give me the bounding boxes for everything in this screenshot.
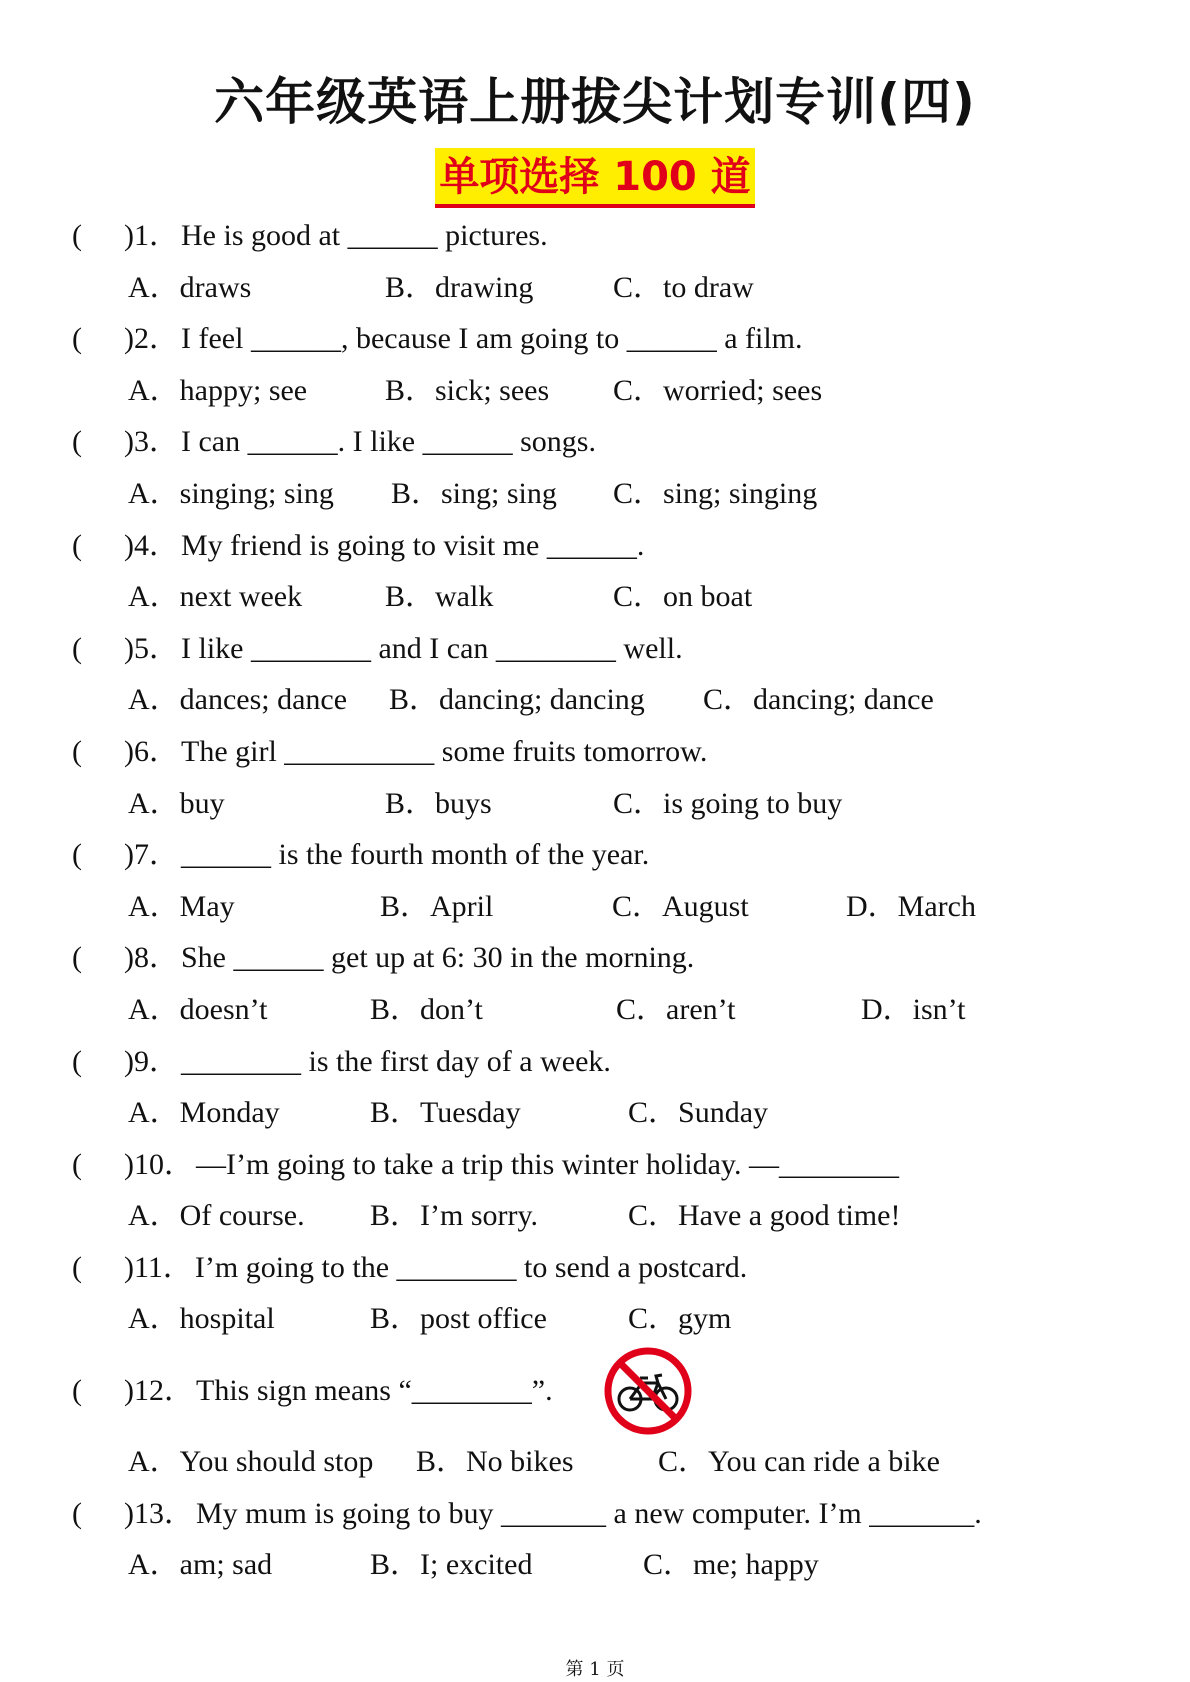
option-a[interactable]: A．draws (128, 270, 252, 304)
options-3 (0, 468, 1190, 520)
option-a[interactable]: A．Monday (128, 1096, 280, 1130)
option-c[interactable]: C．aren’t (616, 992, 736, 1026)
options-11 (0, 1293, 1190, 1345)
question-stem: —I’m going to take a trip this winter holiday. —________ (196, 1147, 899, 1181)
subtitle-wrap (0, 148, 1190, 208)
option-b[interactable]: B．dancing; dancing (389, 683, 645, 717)
question-number: )12． (124, 1374, 194, 1408)
page-number: 第 1 页 (565, 1659, 625, 1680)
answer-blank[interactable]: ( (72, 1044, 82, 1078)
options-10 (0, 1190, 1190, 1242)
question-stem: I’m going to the ________ to send a postcard. (194, 1250, 748, 1284)
question-stem: He is good at ______ pictures. (181, 219, 548, 252)
options-6 (0, 778, 1190, 830)
options-8 (0, 984, 1190, 1036)
question-number: )6． (124, 734, 179, 768)
option-a[interactable]: A．hospital (128, 1302, 275, 1336)
option-c[interactable]: C．dancing; dance (703, 683, 934, 717)
question-stem: ______ is the fourth month of the year. (181, 838, 650, 872)
option-b[interactable]: B．post office (370, 1302, 547, 1336)
question-number: )13． (124, 1496, 194, 1530)
answer-blank[interactable]: ( (72, 838, 82, 872)
question-12 (0, 1345, 1190, 1436)
option-a[interactable]: A．next week (128, 580, 303, 614)
answer-blank[interactable]: ( (72, 941, 82, 975)
option-c[interactable]: C．Sunday (628, 1096, 769, 1130)
question-number: )8． (124, 941, 179, 975)
question-3 (0, 416, 1190, 468)
option-c[interactable]: C．worried; sees (613, 373, 823, 407)
page-subtitle: 单项选择 100 道 (435, 148, 754, 208)
question-8 (0, 932, 1190, 984)
option-a[interactable]: A．singing; sing (128, 476, 334, 510)
option-c[interactable]: C．on boat (613, 580, 753, 614)
question-1 (0, 210, 1190, 262)
question-number: )9． (124, 1044, 179, 1078)
option-b[interactable]: B．don’t (370, 992, 483, 1026)
question-2 (0, 313, 1190, 365)
question-number: )5． (124, 631, 179, 665)
option-d[interactable]: D．isn’t (861, 992, 966, 1026)
option-c[interactable]: C．Have a good time! (628, 1199, 901, 1233)
option-b[interactable]: B．drawing (385, 270, 534, 304)
question-13 (0, 1488, 1190, 1540)
question-stem: My mum is going to buy _______ a new computer. I’m _______. (196, 1496, 982, 1530)
question-6 (0, 726, 1190, 778)
question-stem: I like ________ and I can ________ well. (181, 631, 683, 665)
option-b[interactable]: B．sick; sees (385, 373, 550, 407)
option-a[interactable]: A．am; sad (128, 1548, 273, 1582)
question-stem: I can ______. I like ______ songs. (181, 425, 596, 459)
option-a[interactable]: A．May (128, 889, 235, 923)
options-2 (0, 365, 1190, 417)
option-c[interactable]: C．gym (628, 1302, 732, 1336)
question-number: )11． (124, 1250, 193, 1284)
option-b[interactable]: B．Tuesday (370, 1096, 521, 1130)
question-stem: My friend is going to visit me ______. (181, 528, 645, 562)
options-12 (0, 1436, 1190, 1488)
option-d[interactable]: D．March (846, 889, 976, 923)
answer-blank[interactable]: ( (72, 1496, 82, 1530)
option-a[interactable]: A．happy; see (128, 373, 308, 407)
option-a[interactable]: A．buy (128, 786, 225, 820)
question-number: )7． (124, 838, 179, 872)
option-c[interactable]: C．You can ride a bike (658, 1445, 940, 1479)
option-b[interactable]: B．April (380, 889, 494, 923)
question-number: )10． (124, 1147, 194, 1181)
answer-blank[interactable]: ( (72, 322, 82, 356)
question-number: )2． (124, 322, 179, 356)
option-b[interactable]: B．buys (385, 786, 492, 820)
option-c[interactable]: C．to draw (613, 270, 754, 304)
options-1 (0, 262, 1190, 314)
question-number: )4． (124, 528, 179, 562)
question-stem: This sign means “________”. (196, 1374, 553, 1408)
option-b[interactable]: B．walk (385, 580, 494, 614)
question-number: )1． (124, 219, 179, 252)
option-b[interactable]: B．I’m sorry. (370, 1199, 539, 1233)
option-c[interactable]: C．is going to buy (613, 786, 843, 820)
option-b[interactable]: B．No bikes (416, 1445, 574, 1479)
option-a[interactable]: A．Of course. (128, 1199, 305, 1233)
options-4 (0, 571, 1190, 623)
question-10 (0, 1139, 1190, 1191)
answer-blank[interactable]: ( (72, 1147, 82, 1181)
question-9 (0, 1036, 1190, 1088)
answer-blank[interactable]: ( (72, 219, 82, 252)
question-11 (0, 1242, 1190, 1294)
answer-blank[interactable]: ( (72, 1250, 82, 1284)
answer-blank[interactable]: ( (72, 425, 82, 459)
question-4 (0, 520, 1190, 572)
options-13 (0, 1539, 1190, 1591)
option-b[interactable]: B．I; excited (370, 1548, 533, 1582)
question-stem: I feel ______, because I am going to ______ a film. (181, 322, 803, 356)
options-5 (0, 674, 1190, 726)
answer-blank[interactable]: ( (72, 528, 82, 562)
page-title: 六年级英语上册拔尖计划专训(四) (214, 73, 976, 131)
question-7 (0, 829, 1190, 881)
no-bikes-sign-icon (602, 1345, 694, 1437)
options-9 (0, 1087, 1190, 1139)
option-a[interactable]: A．dances; dance (128, 683, 348, 717)
option-b[interactable]: B．sing; sing (391, 476, 557, 510)
option-a[interactable]: A．doesn’t (128, 992, 268, 1026)
options-7 (0, 881, 1190, 933)
answer-blank[interactable]: ( (72, 1374, 82, 1408)
option-a[interactable]: A．You should stop (128, 1445, 374, 1479)
option-c[interactable]: C．August (612, 889, 749, 923)
option-c[interactable]: C．sing; singing (613, 476, 818, 510)
question-stem: She ______ get up at 6: 30 in the morning. (181, 941, 695, 975)
answer-blank[interactable]: ( (72, 734, 82, 768)
option-c[interactable]: C．me; happy (643, 1548, 819, 1582)
question-number: )3． (124, 425, 179, 459)
question-list (0, 210, 1190, 1591)
question-stem: The girl __________ some fruits tomorrow. (181, 734, 708, 768)
answer-blank[interactable]: ( (72, 631, 82, 665)
question-5 (0, 623, 1190, 675)
question-stem: ________ is the first day of a week. (181, 1044, 611, 1078)
